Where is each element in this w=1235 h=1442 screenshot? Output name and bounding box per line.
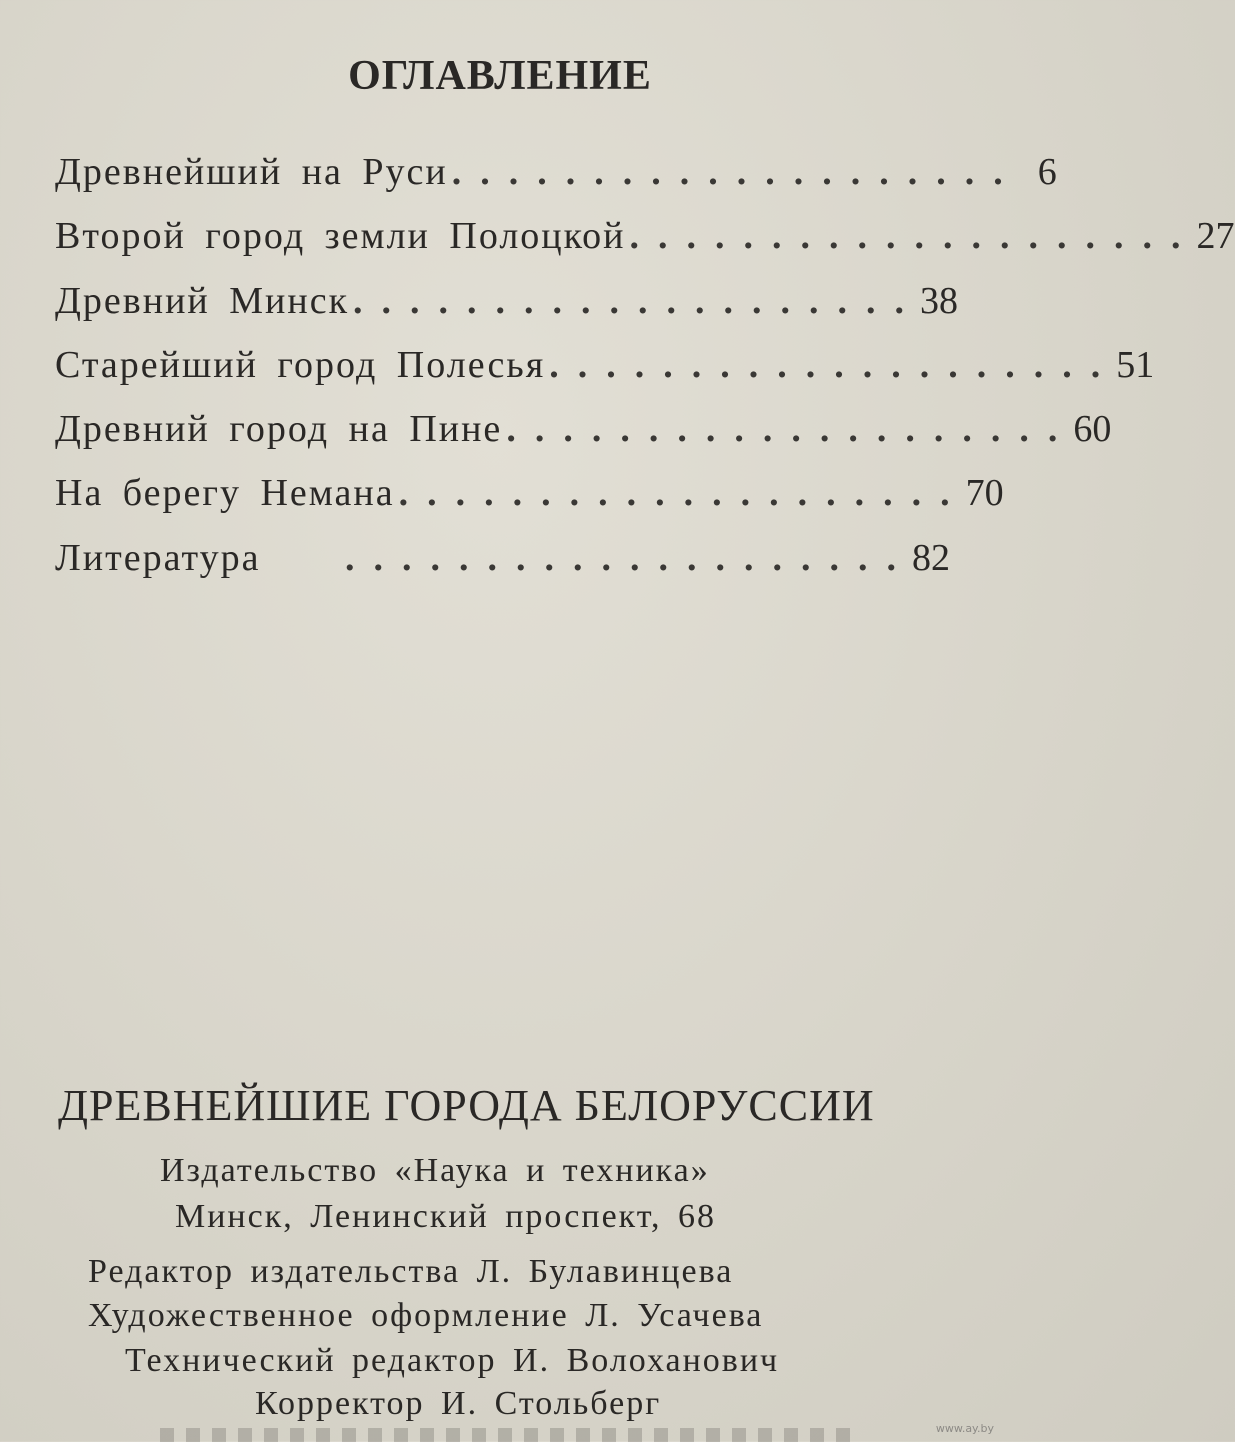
toc-entry [55,204,1235,268]
cut-off-text-line [160,1428,860,1442]
address-line: Минск, Ленинский проспект, 68 [175,1198,717,1235]
editor-line: Редактор издательства Л. Булавинцева [88,1253,734,1290]
toc-entry-label: Древнейший на Руси [55,151,448,193]
toc-title: ОГЛАВЛЕНИЕ [348,53,652,99]
toc-entry-label: Старейший город Полесья [55,343,546,386]
toc-leader-dots: . . . . . . . . . . . . . . . . . . . . [451,151,1003,193]
toc-entry [55,397,1112,461]
toc-leader-dots: . . . . . . . . . . . . . . . . . . . . [345,536,896,579]
toc-leader-dots: . . . . . . . . . . . . . . . . . . . . [549,343,1101,386]
toc-entry-page: 27 [1196,215,1235,258]
toc-entry [55,140,1057,204]
toc-entry-page: 70 [965,472,1004,515]
toc-entry-label: Древний Минск [55,279,350,322]
toc-entry-page: 6 [1037,151,1057,193]
toc-entry-page: 38 [920,279,959,322]
toc-entry-page: 60 [1073,408,1112,451]
corrector-line: Корректор И. Стольберг [255,1385,662,1422]
toc-entry [55,461,1004,525]
watermark: www.ay.by [935,1422,994,1435]
toc-entry [55,526,950,590]
toc-entry-label: Второй город земли Полоцкой [55,215,626,258]
toc-entry [55,333,1155,397]
toc-entry-label: На берегу Немана [55,472,395,515]
book-title: ДРЕВНЕЙШИЕ ГОРОДА БЕЛОРУССИИ [58,1081,875,1130]
toc-leader-dots: . . . . . . . . . . . . . . . . . . . . [506,408,1058,451]
tech-editor-line: Технический редактор И. Волоханович [125,1342,780,1379]
publisher-line: Издательство «Наука и техника» [160,1152,710,1189]
toc-entry-label: Древний город на Пине [55,408,503,451]
toc-leader-dots: . . . . . . . . . . . . . . . . . . . . [353,279,905,322]
toc-list [55,140,1235,590]
toc-leader-dots: . . . . . . . . . . . . . . . . . . . . [629,215,1181,258]
toc-entry-page: 51 [1116,343,1155,386]
toc-entry-label: Литература [55,536,261,579]
design-line: Художественное оформление Л. Усачева [88,1297,764,1334]
toc-entry [55,269,959,333]
toc-entry-page: 82 [912,536,950,579]
toc-leader-dots: . . . . . . . . . . . . . . . . . . . . [398,472,950,515]
